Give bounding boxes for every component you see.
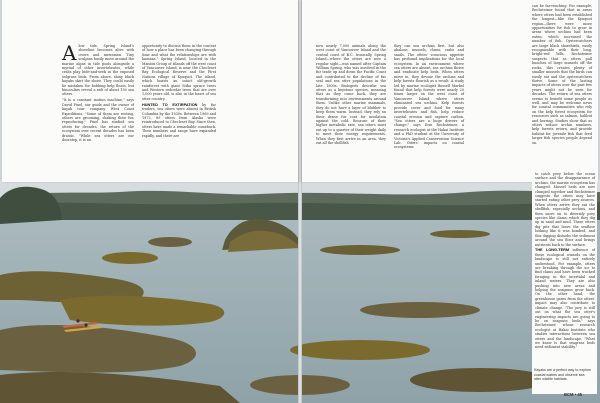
- right-lower-p2: influence of these ecological wizards on the landscape is still not entirely understood. For example, otters are breaking through the ice to find clams and have been tracked foraging in the intertidal and inland waters. They are also pushing into new areas and helping the seagrass grow back. On the other hand, the greenhouse gases from the otters' impact may also contribute to climate change. "The jury is still out on what the sea otter's engineering impacts are going to be on seagrass beds," says Rechsteiner, whose research ecologist at Hakai Institute who studies interactions between sea otters and the landscape, "What we know is that seagrass beds need sediment stability.": [535, 248, 596, 350]
- right-col3-text: can be far-reaching. For example, Rechsteiner found that in areas where otters had been established the longest—like the Kyuquot region—there were more opportunities for fish to grow in areas where urchins had been eaten, which increased the number of fish. Oystercatchers are large black shorebirds, easily recognizable with their long, bright-red bills. Rechsteiner suspects that as otters pull bunches of large mussels off the rocks, this creates plenty of smaller mussels that the birds can easily eat and the oystercatchers thrive. Some of the lasting impacts of otters over the past few years might not be seen for decades. The return of sea otters seems to benefit some people as well, and may be welcome news for coastal communities who rely on the kelp forest ecosystem for resources such as salmon, halibut and herring. Studies show that as otters reduce urchin numbers, kelp forests return, and provide habitat for juvenile fish that feed larger fish species people depend on.: [532, 4, 592, 145]
- right-column-2: [394, 44, 464, 151]
- left-col2-text: opportunity to discuss them in the context of how a place has been changing through time and what the relationships are with humans." Spring Island, located in the Mission Group of islands off the west coast of Vancouver Island, is near the Checleset Bay Ecological Reserve and the First Nations village of Kyuquot. The island, which boasts an intact old-growth rainforest with giant Sitka spruce trees and Western redcedar trees that are over 1,000 years old, is also in the heart of sea otter country.: [142, 44, 217, 101]
- right-lower-p1: to catch prey below the ocean surface and the disappearance of urchins, the marine ecosystem has changed. Mussel beds are now clumped together and Rechsteiner suggests the otters may have started eating other prey sources. When otters arrive they eat the shellfish, especially urchins, and then move on to diversify prey species like clams, which they dig up in sand and mud. These otters dig pits that leave the seafloor looking like it was bombed, and this digging disturbs the sediment around the sea floor and brings nutrients back to the surface.: [535, 172, 595, 247]
- left-subhead: HUNTED TO EXTIRPATION: [142, 102, 198, 107]
- right-page: [302, 0, 598, 182]
- right-column-3: [532, 4, 592, 147]
- left-col2b-text: by fur traders, sea otters were absent in British Columbia by the 1930s. Between 1969 and 1972, 89 otters from Alaska were reintroduced to Checleset Bay. Since then, otters have made a remarkable comeback. Their numbers and range have expanded rapidly, and there are: [142, 102, 216, 138]
- photo-caption: Kayaks are a perfect way to explore coastal waters and observe sea otter wildlife habitats.: [534, 368, 592, 382]
- right-col2-text: they can sea urchins first, but also abalone, mussels, clams, crabs and snails. The otters' voracious appetite has profound implications for the local ecosystem. In an environment where sea otters are absent, sea urchins thrive and eradicate kelp beds. When otters move in, they devour the urchins and kelp forests flourish as a result. A study led by marine ecologist Russell Markel found that kelp forests were nearly 20 times larger on the west coast of Vancouver Island where otters eliminated sea urchins. Kelp forests provide cover and food for many invertebrates and fish, help reduce coastal erosion and capture carbon. "Sea otters are a huge drivers of change," says Erin Rechsteiner, a research ecologist at the Hakai Institute and a PhD student at the University of Victoria's Applied Conservation Science Lab. Otters' impacts on coastal ecosystems: [394, 44, 464, 150]
- right-column-lower: [532, 172, 597, 394]
- right-column-1: [316, 44, 386, 147]
- page-folio: BCM • 45: [564, 392, 582, 397]
- right-lower-subhead: THE LONG-TERM: [535, 248, 570, 253]
- left-column-2: [142, 44, 216, 140]
- left-col1-text: low tide, Spring Island's shoreline becomes alive with crows and mewsmen. Tiny sculpins busily move around the marine algae in tide pools alongside a myriad of other invertebrates, while crabs play hide-and-seek in the exposed eelgrass beds. From above, shiny black kayaks skirt the shore. They could easily be mistaken for bobbing kelp floats, but binoculars reveal a raft of about 150 sea otters.: [62, 44, 134, 97]
- left-page: [2, 0, 298, 182]
- drop-cap: A: [62, 41, 77, 65]
- left-column-1: [62, 41, 134, 144]
- left-col1b-text: "It is a constant motion machine," says David Pinel, our guide and the owner of kayak tour company West Coast Expeditions. "Some of them are resting, others are grooming, shaking their fur, reproducing." Pinel has studied sea otters for decades, the return of the ecosystem over recent decades has been drastic. "While sea otters are our doorstep, it is an: [62, 98, 134, 143]
- right-col1-text: now nearly 7,000 animals along the west coast of Vancouver Island and the central coast of B.C. Ironically, Spring Island—where the otters are now a regular sight—was named after Captain William Spring, who was involved in the fur trade up and down the Pacific Coast and contributed to the decline of fur seal and sea otter populations in the late 1800s. Biologists describe sea otters as a keystone species, meaning that as they come back, they are transforming into environments around them. Unlike other marine mammals, they do not have a layer of blubber to keep them warm. Instead, they rely on their dense fur coat for insulation against the cold. Because of their higher metabolic rate, sea otters must eat up to a quarter of their weight daily to meet their energy requirements. When they first arrive in an area, they eat all the shellfish: [316, 44, 386, 145]
